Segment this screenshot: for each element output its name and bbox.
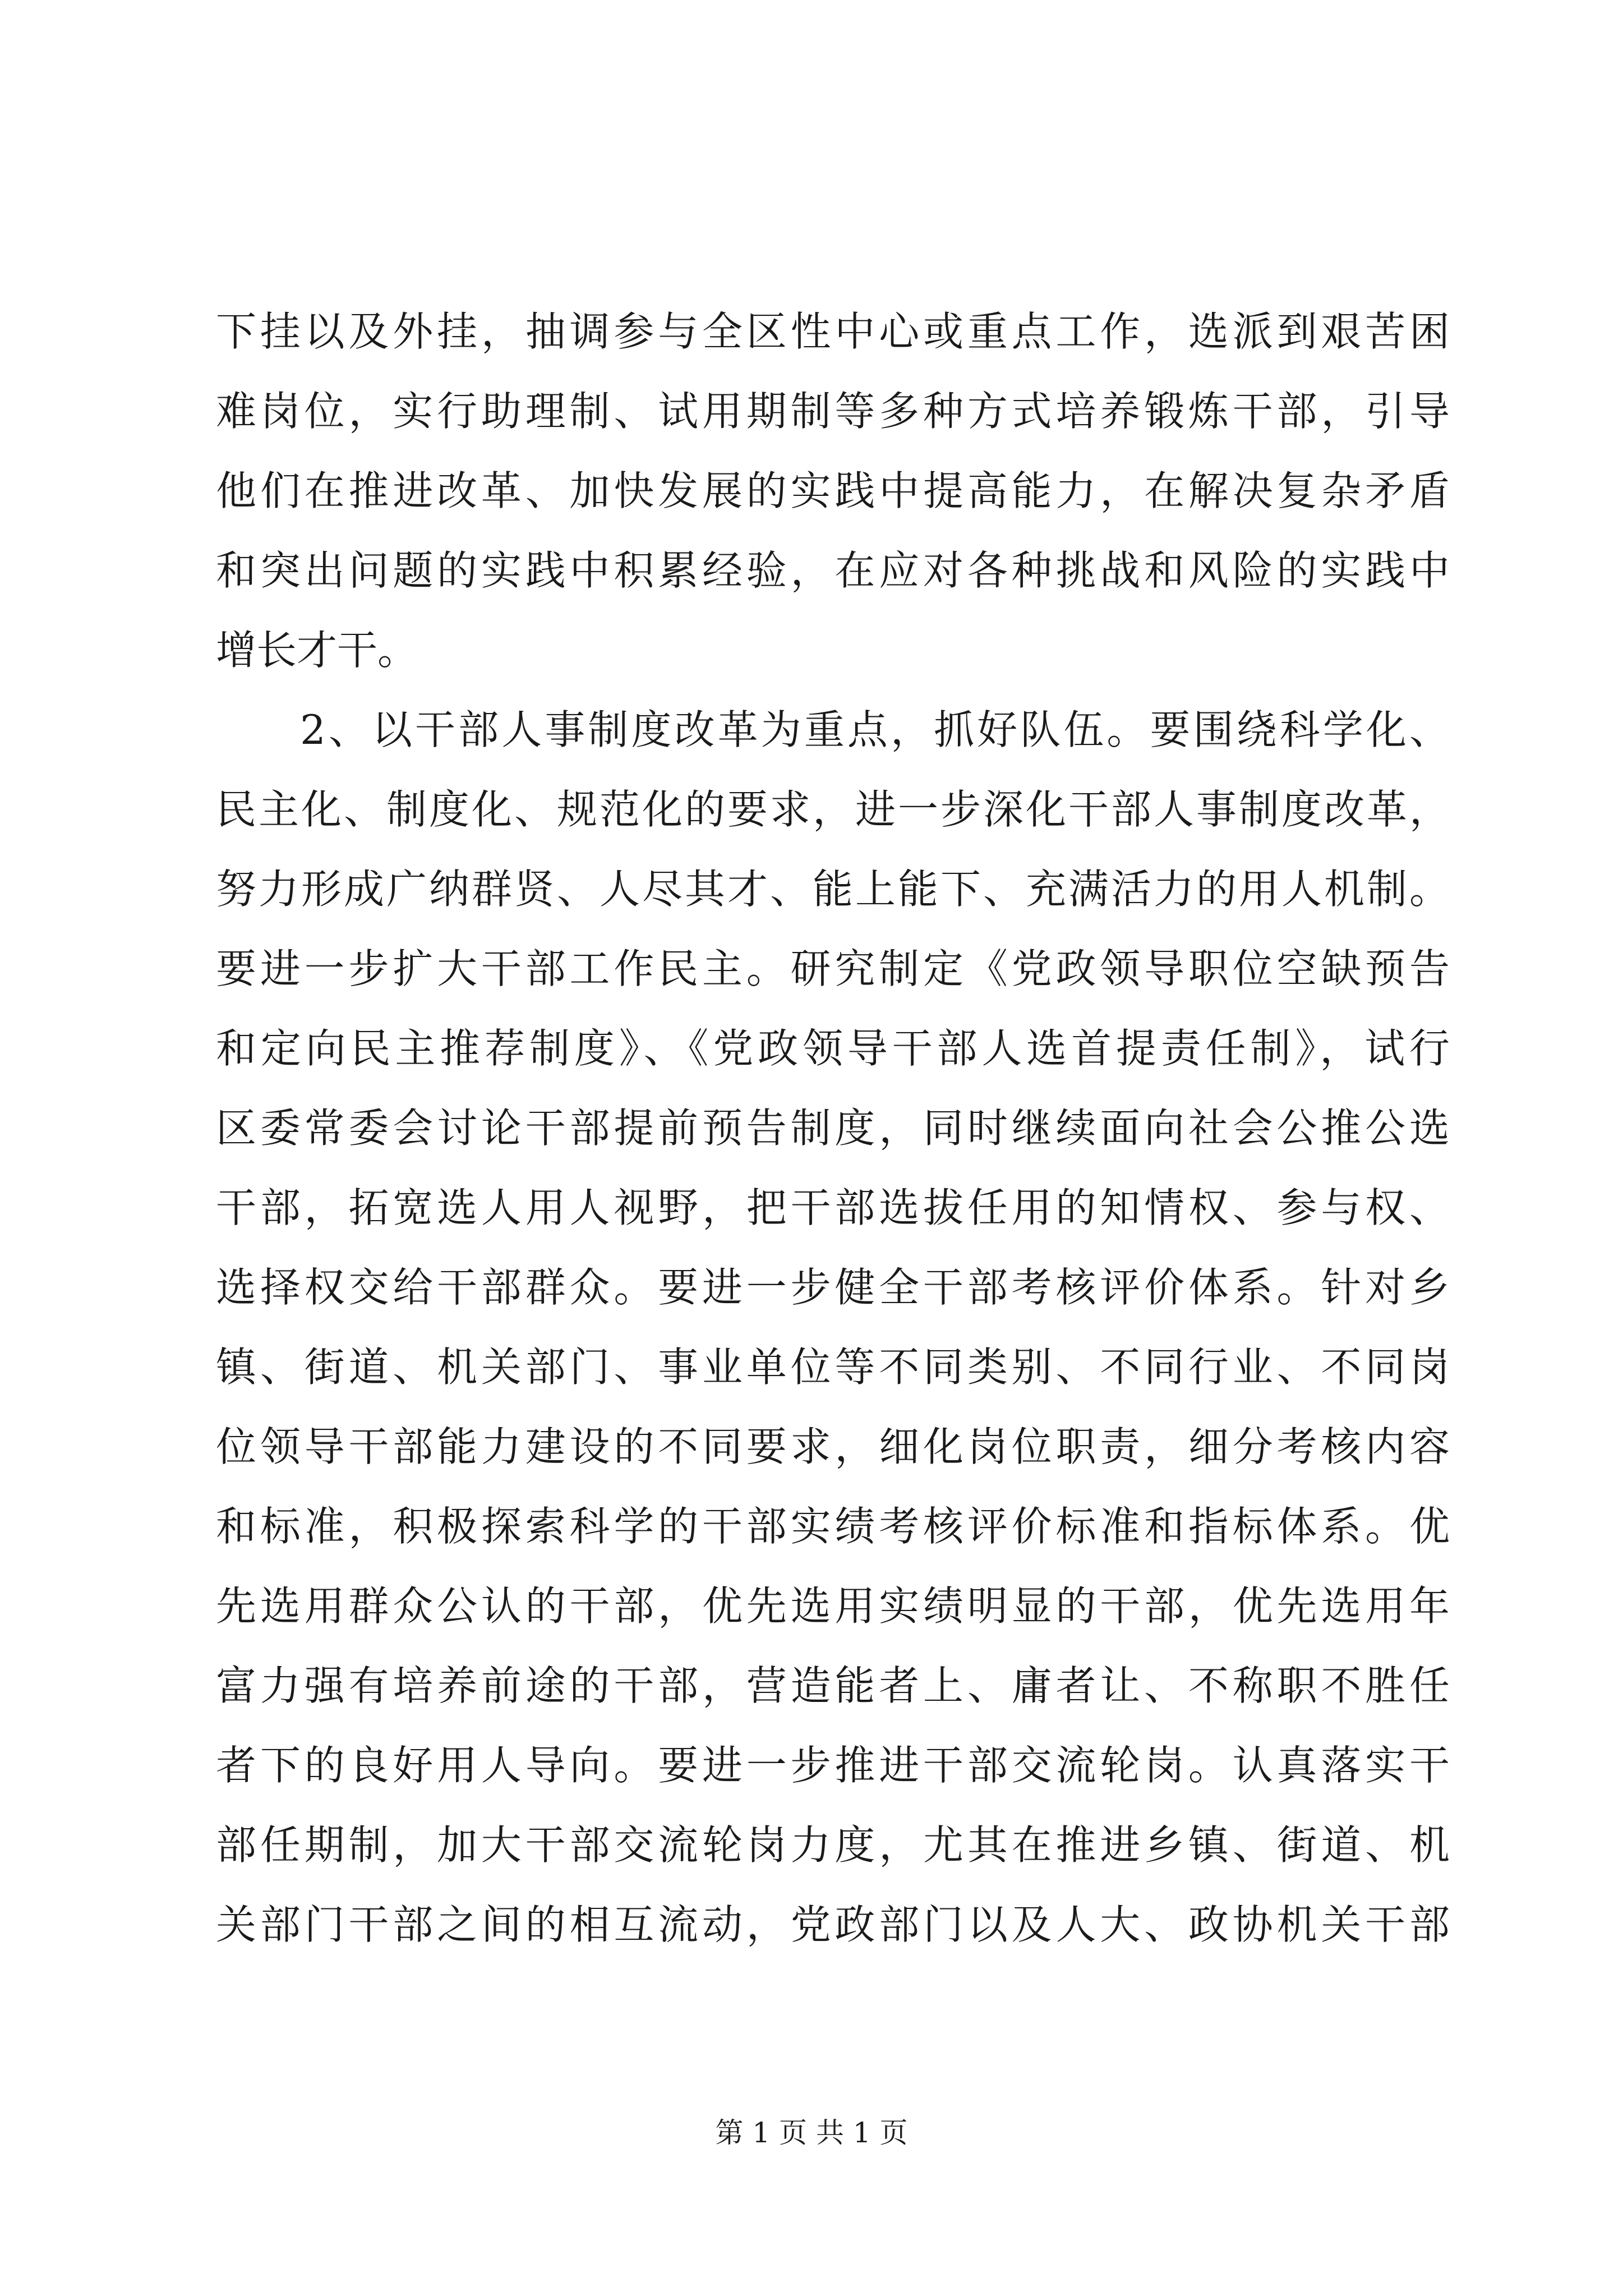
text-line: 关部门干部之间的相互流动，党政部门以及人大、政协机关干部: [216, 1901, 1450, 1948]
text-line: 民主化、制度化、规范化的要求，进一步深化干部人事制度改革，: [216, 786, 1450, 833]
text-line: 选择权交给干部群众。要进一步健全干部考核评价体系。针对乡: [216, 1264, 1450, 1311]
text-line: 位领导干部能力建设的不同要求，细化岗位职责，细分考核内容: [216, 1423, 1450, 1470]
text-line: 增长才干。: [216, 627, 418, 674]
text-line: 区委常委会讨论干部提前预告制度，同时继续面向社会公推公选: [216, 1105, 1450, 1152]
text-line: 要进一步扩大干部工作民主。研究制定《党政领导职位空缺预告: [216, 945, 1450, 992]
text-line: 努力形成广纳群贤、人尽其才、能上能下、充满活力的用人机制。: [216, 866, 1450, 913]
text-line: 他们在推进改革、加快发展的实践中提高能力，在解决复杂矛盾: [216, 467, 1450, 514]
text-line: 部任期制，加大干部交流轮岗力度，尤其在推进乡镇、街道、机: [216, 1821, 1450, 1869]
page-footer: 第 1 页 共 1 页: [715, 2116, 908, 2149]
text-line: 和定向民主推荐制度》、《党政领导干部人选首提责任制》，试行: [216, 1025, 1450, 1072]
text-line: 下挂以及外挂，抽调参与全区性中心或重点工作，选派到艰苦困: [216, 308, 1450, 355]
text-line: 先选用群众公认的干部，优先选用实绩明显的干部，优先选用年: [216, 1582, 1450, 1630]
text-line: 干部，拓宽选人用人视野，把干部选拔任用的知情权、参与权、: [216, 1184, 1450, 1231]
text-line: 和标准，积极探索科学的干部实绩考核评价标准和指标体系。优: [216, 1503, 1450, 1550]
text-line: 富力强有培养前途的干部，营造能者上、庸者让、不称职不胜任: [216, 1662, 1450, 1709]
text-line: 镇、街道、机关部门、事业单位等不同类别、不同行业、不同岗: [216, 1343, 1450, 1391]
text-line: 和突出问题的实践中积累经验，在应对各种挑战和风险的实践中: [216, 547, 1450, 594]
document-body: [216, 292, 1450, 1964]
paragraph-first-line: 2、以干部人事制度改革为重点，抓好队伍。要围绕科学化、: [300, 706, 1450, 753]
text-line: 者下的良好用人导向。要进一步推进干部交流轮岗。认真落实干: [216, 1742, 1450, 1789]
text-line: 难岗位，实行助理制、试用期制等多种方式培养锻炼干部，引导: [216, 388, 1450, 435]
